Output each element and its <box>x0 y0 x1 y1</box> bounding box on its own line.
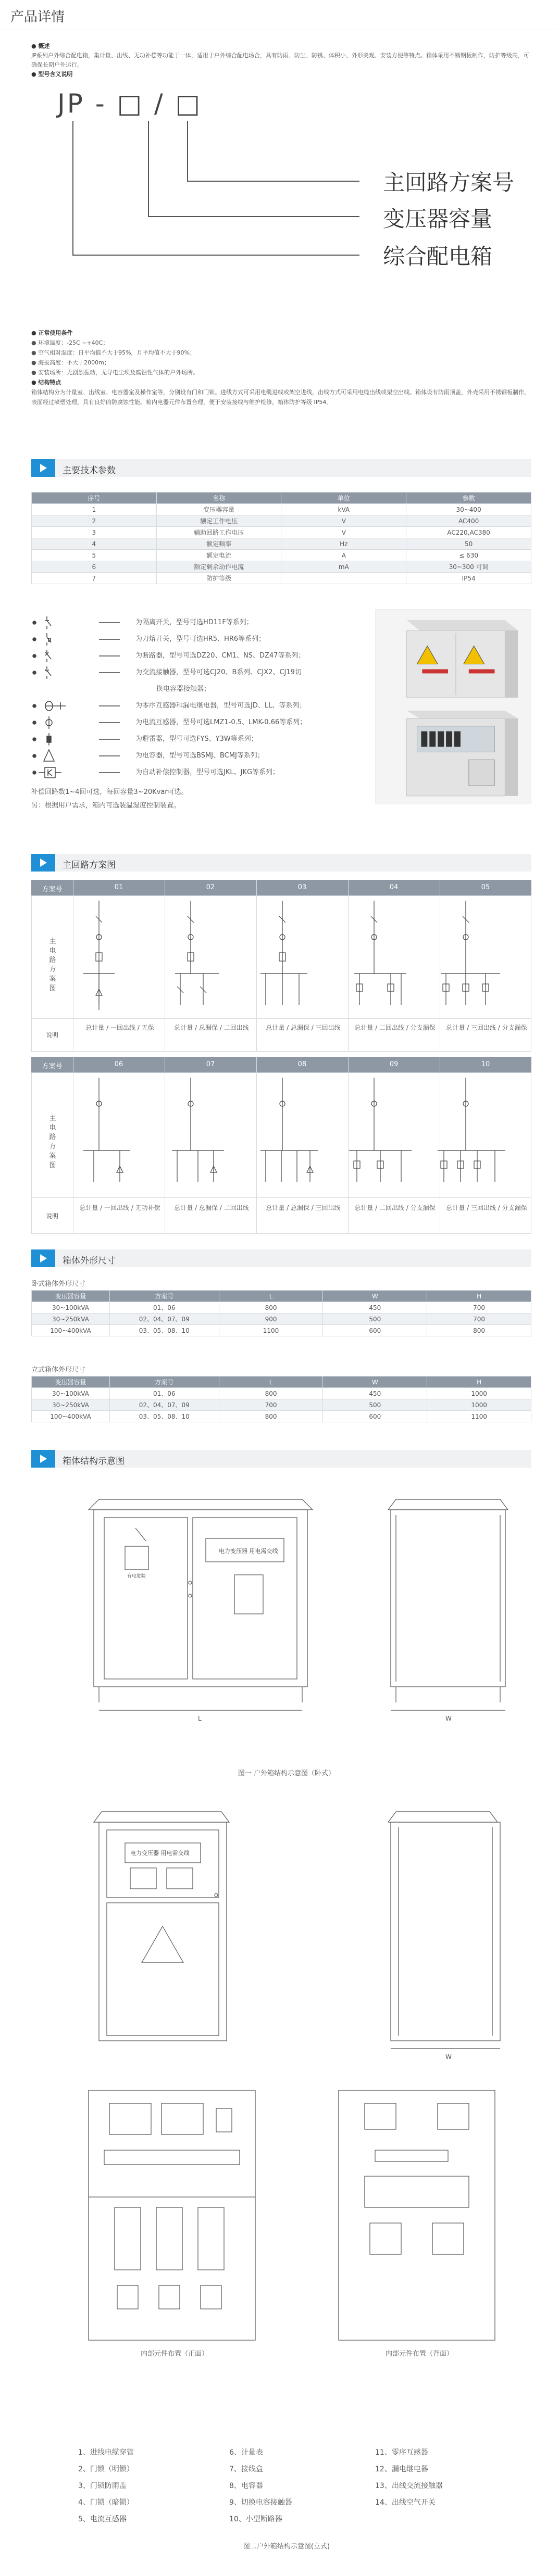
table-row: 5 额定电流 A ≤ 630 <box>32 550 531 561</box>
contactor-symbol-icon <box>31 664 130 681</box>
wall-dims-title: 卧式箱体外形尺寸 <box>31 1280 86 1288</box>
intro-label: ● 概述 <box>31 43 50 49</box>
list-item: 3、门锁防雨盖 <box>78 2482 127 2490</box>
controller-symbol-icon <box>31 764 130 781</box>
fig1-drawing <box>31 1479 531 1770</box>
play-icon <box>31 854 55 872</box>
table-row: 3 辅助回路工作电压 V AC220,AC380 <box>32 527 531 538</box>
table-row: 30~250kVA 02、04、07、09 700 500 1000 <box>32 1399 531 1411</box>
section-title: 箱体外形尺寸 <box>63 1256 116 1266</box>
list-item: 为刀熔开关，型号可选HR5、HR6等系列； <box>31 631 365 648</box>
table-row: 100~400kVA 03、05、08、10 1100 600 800 <box>32 1325 531 1336</box>
section-title: 主要技术参数 <box>63 465 116 476</box>
scheme-side-label: 主电路方案图 <box>49 1115 56 1169</box>
fig1-sign-text: 电力变压器 用电需交线 <box>219 1548 278 1555</box>
model-label: ● 型号含义说明 <box>31 71 73 78</box>
list-item: 12、漏电继电器 <box>375 2465 428 2473</box>
table-row: 4 额定频率 Hz 50 <box>32 538 531 550</box>
table-row: 100~400kVA 03、05、08、10 800 600 1100 <box>32 1411 531 1422</box>
list-item: 7、接线盒 <box>229 2465 263 2473</box>
ct-symbol-icon <box>31 714 130 731</box>
component-list <box>31 614 365 781</box>
th-index: 序号 <box>32 493 157 504</box>
intro-text: JP系列户外综合配电箱，集计量、出线、无功补偿等功能于一体，适用于户外综合配电场合，具有防雨、防尘、防锈、体积小、外形美观、安装方便等特点。箱体采用不锈钢板制作，防护等级高，可确保长期户外运行。 <box>31 52 529 68</box>
play-icon <box>31 459 55 477</box>
section-struct <box>31 1450 531 1468</box>
scheme-diagrams-row1 <box>73 895 531 1018</box>
condition-line: ● 环境温度：-25C ~+40C； <box>31 339 109 346</box>
section-title: 主回路方案图 <box>63 860 116 870</box>
table-row: 6 额定剩余动作电流 mA 30~300 可调 <box>32 561 531 573</box>
table-row: 30~250kVA 02、04、07、09 900 500 700 <box>32 1314 531 1325</box>
list-item: 2、门锁（明锁） <box>78 2465 134 2473</box>
fig2-sign-text: 电力变压器 用电需交线 <box>130 1850 190 1857</box>
play-icon <box>31 1249 55 1267</box>
conditions-section <box>31 328 531 407</box>
fig2-caption: 图二户外箱结构示意图(立式) <box>243 2543 330 2550</box>
fig1-dim-l: L <box>198 1715 202 1722</box>
list-item: 6、计量表 <box>229 2448 263 2457</box>
structure-text: 箱体结构分为计量室、出线室、电容器室及操作室等，分别设有门和门锁。进线方式可采用电缆进线或架空进线，出线方式可采用电缆出线或架空出线。箱体设有防雨顶盖，外壳采用不锈钢板制作，表面经过喷塑处理，具有良好的防腐蚀性能。箱内电器元件布置合理，便于安装接线与维护检修，箱体防护等级 IP54。 <box>31 389 530 406</box>
breaker-symbol-icon <box>31 648 130 664</box>
scheme-table: 方案号 01 02 03 04 05 主电路方案图 说明 总计量 / 一回出线 / 无保 总计量 / 总漏保 / 二回出线 总计量 / 总漏保 / 三回出线 总计量 / 二回出线 / 分支漏保 总计量 / 三回出线 / 分支漏保 方案号 06 07 08 09 10 主电路方案图 说明 总计量 / 一回出线 / 无功补偿 总计量 / 总漏保 / 二回出线 总计量 / 总漏保 / 三回出线 总计量 / 二回出线 / 分支漏保 总计量 / 三回出线 / 分支漏保 <box>31 880 531 1234</box>
list-item: 为避雷器，型号可选FYS、Y3W等系列； <box>31 731 365 748</box>
scheme-head-2: 方案号 06 07 08 09 10 <box>31 1057 531 1072</box>
table-row: 2 额定工作电压 V AC400 <box>32 515 531 527</box>
table-row: 30~100kVA 01、06 800 450 700 <box>32 1302 531 1314</box>
list-item: 14、出线空气开关 <box>375 2498 436 2507</box>
fig2-drawing <box>31 1791 531 2416</box>
section-tech <box>31 459 531 477</box>
list-item: 4、门锁（暗锁） <box>78 2498 134 2507</box>
fig1-caption: 图一 户外箱结构示意图（卧式） <box>238 1770 336 1777</box>
list-item: 8、电容器 <box>229 2482 263 2490</box>
list-item: 11、零序互感器 <box>375 2448 428 2457</box>
list-item: 为交流接触器，型号可选CJ20、B系列、CJX2、CJ19切 <box>31 664 365 681</box>
list-item: 为零序互感器和漏电继电器，型号可选JD、LL、等系列； <box>31 698 365 714</box>
table-row: 1 变压器容量 kVA 30~400 <box>32 504 531 515</box>
model-code: JP - □ / □ <box>57 89 202 119</box>
list-item: 10、小型断路器 <box>229 2515 282 2523</box>
list-item: 为自动补偿控制器，型号可选JKL、JKG等系列； <box>31 764 365 781</box>
back-caption: 内部元件布置（背面） <box>386 2350 454 2358</box>
th-unit: 单位 <box>281 493 406 504</box>
label-scheme-no: 主回路方案号 <box>383 170 515 195</box>
front-caption: 内部元件布置（正面） <box>141 2350 209 2358</box>
zero-seq-ct-symbol-icon <box>31 698 130 714</box>
list-item: 为隔离开关，型号可选HD11F等系列； <box>31 614 365 631</box>
fig2-dim-w: W <box>445 2053 452 2061</box>
stand-dims-table: 变压器容量 方案号 L W H 30~100kVA 01、06 800 450 1000 30~250kVA 02、04、07、09 700 500 1000 100~400kVA 03、05、08、10 800 600 1100 <box>31 1376 531 1422</box>
fuse-switch-symbol-icon <box>31 631 130 648</box>
th-name: 名称 <box>156 493 281 504</box>
section-title: 箱体结构示意图 <box>63 1456 125 1467</box>
play-icon <box>31 1450 55 1468</box>
label-transformer: 变压器容量 <box>383 206 493 232</box>
list-item: 9、切换电容接触器 <box>229 2498 292 2507</box>
list-item: 5、电流互感器 <box>78 2515 127 2523</box>
section-scheme <box>31 854 531 872</box>
condition-line: ● 海拔高度：不大于2000m； <box>31 359 110 366</box>
scheme-head-1: 方案号 01 02 03 04 05 <box>31 880 531 895</box>
conditions-label: ● 正常使用条件 <box>31 330 73 336</box>
list-item: 13、出线交流接触器 <box>375 2482 443 2490</box>
list-item: 为电流互感器，型号可选LMZ1-0.5、LMK-0.66等系列； <box>31 714 365 731</box>
stand-dims-title: 立式箱体外形尺寸 <box>31 1366 86 1374</box>
condition-line: ● 安装场所：无剧烈振动，无导电尘埃及腐蚀性气体的户外场所。 <box>31 369 199 376</box>
structure-label: ● 结构特点 <box>31 379 61 386</box>
wall-dims-table: 变压器容量 方案号 L W H 30~100kVA 01、06 800 450 700 30~250kVA 02、04、07、09 900 500 700 100~400kVA 03、05、08、10 1100 600 800 <box>31 1290 531 1336</box>
list-item: 1、进线电缆穿管 <box>78 2448 134 2457</box>
list-item: 换电容器接触器； <box>156 685 211 693</box>
arrester-symbol-icon <box>31 731 130 748</box>
isolator-symbol-icon <box>31 614 130 631</box>
list-item: 为电容器，型号可选BSMJ、BCMJ等系列； <box>31 748 365 764</box>
list-item: 为断路器，型号可选DZ20、CM1、NS、DZ47等系列； <box>31 648 365 664</box>
tech-table <box>31 492 531 584</box>
th-value: 参数 <box>406 493 531 504</box>
table-row: 7 防护等级 IP54 <box>32 573 531 584</box>
scheme-diagrams-row2 <box>73 1072 531 1197</box>
scheme-side-label: 主电路方案图 <box>49 938 56 992</box>
table-row: 30~100kVA 01、06 800 450 1000 <box>32 1388 531 1399</box>
section-dims <box>31 1249 531 1267</box>
page-title: 产品详情 <box>10 9 65 25</box>
product-photo <box>375 609 531 804</box>
capacitor-symbol-icon <box>31 748 130 764</box>
comp-note-2: 另：根据用户需求，箱内可选装温湿度控制装置。 <box>31 802 181 810</box>
condition-line: ● 空气相对湿度：日平均值不大于95%，月平均值不大于90%； <box>31 349 195 356</box>
fig1-warning-text: 有电危险 <box>127 1574 146 1579</box>
fig1-dim-w: W <box>445 1715 452 1722</box>
label-distribution-box: 综合配电箱 <box>383 244 493 269</box>
comp-note-1: 补偿回路数1~4回可选，每回容量3~20Kvar可选。 <box>31 788 188 796</box>
